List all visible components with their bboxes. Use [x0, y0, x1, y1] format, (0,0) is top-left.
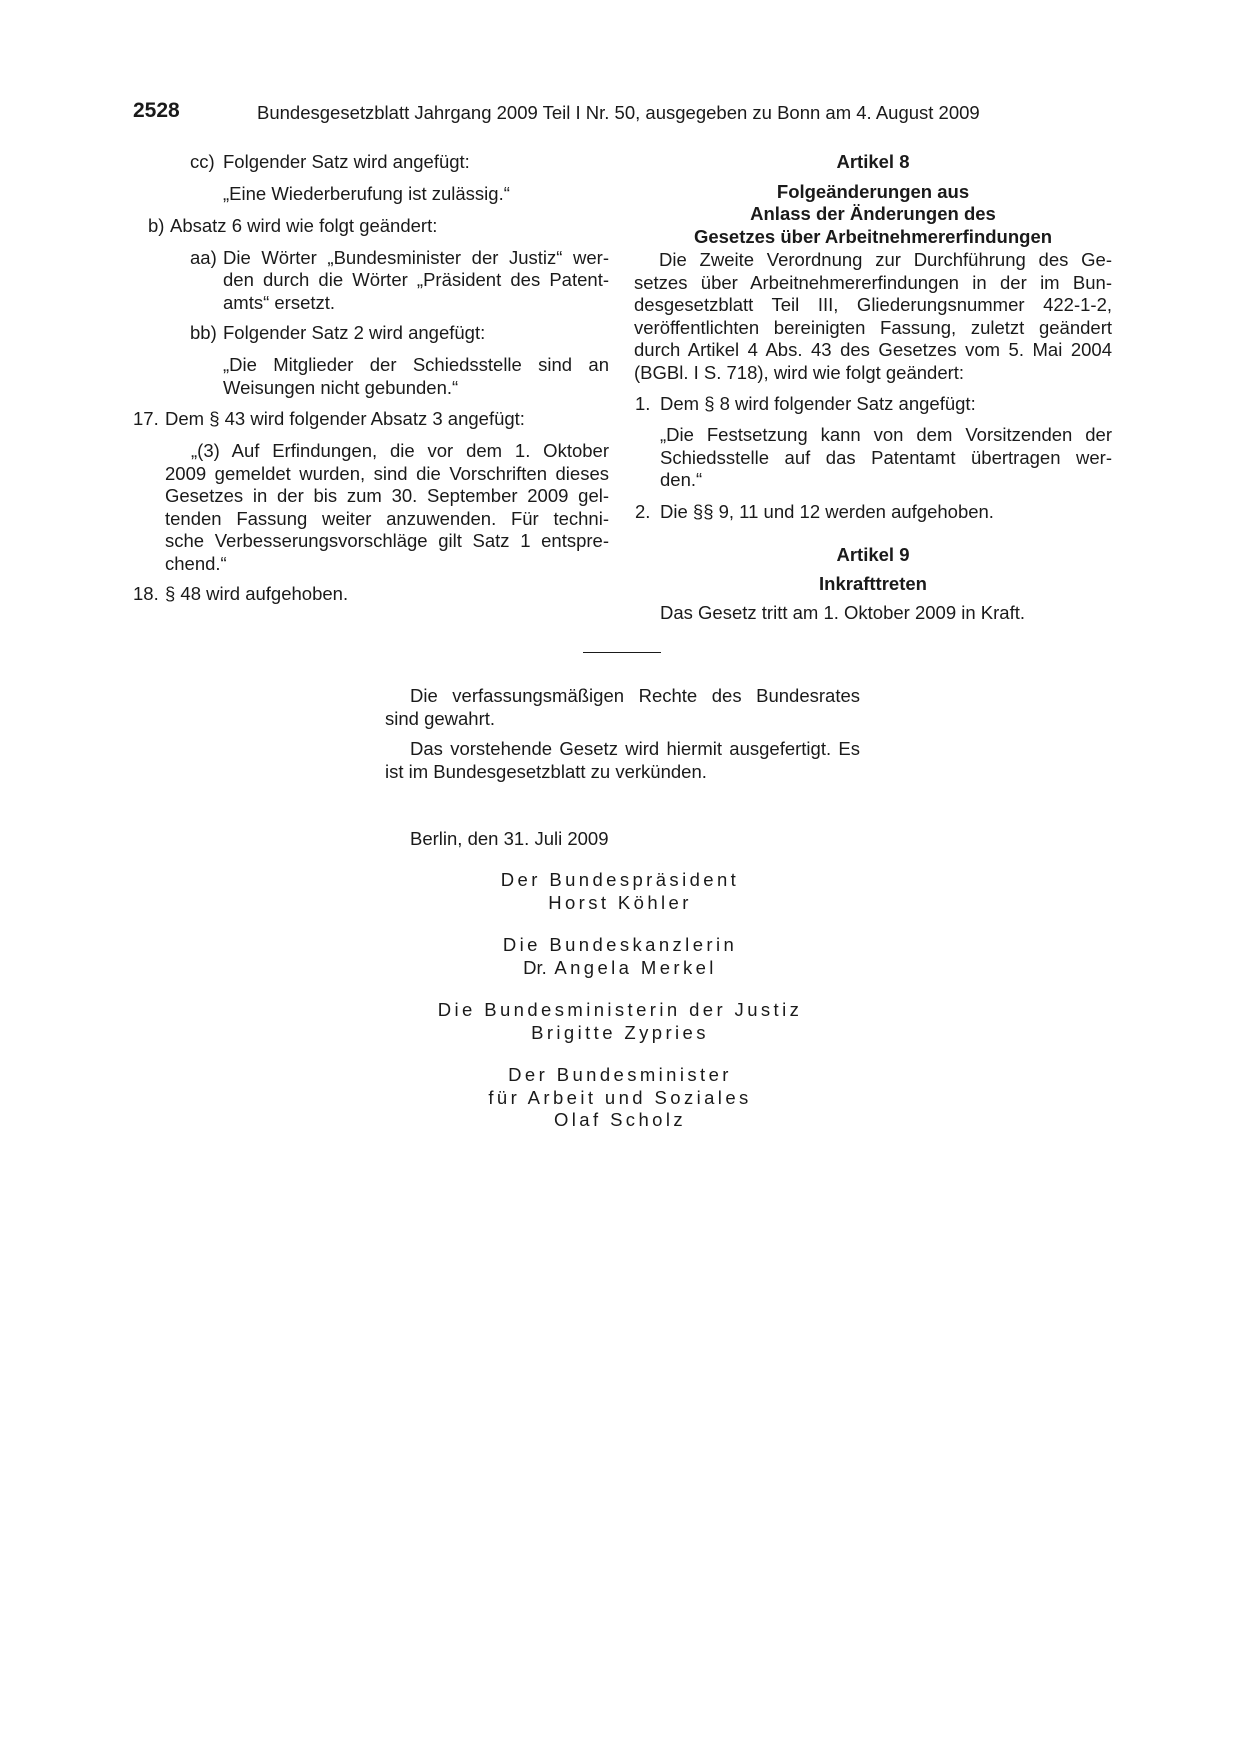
article-8-heading-line: Anlass der Änderungen des [750, 203, 996, 224]
article-8-intro-line: durch Artikel 4 Abs. 43 des Gesetzes vom 5. Mai 2004 [634, 339, 1112, 360]
place-date: Berlin, den 31. Juli 2009 [410, 828, 609, 849]
signatory-block [300, 1064, 940, 1132]
rights-line: sind gewahrt. [385, 707, 496, 729]
signatory-block [300, 869, 940, 914]
article-9-title: Artikel 9 [836, 543, 910, 565]
item-1-text: Dem § 8 wird folgender Satz angefügt: [660, 393, 976, 414]
item-aa-line: den durch die Wörter „Präsident des Patent- [223, 269, 609, 290]
rights-line: Die verfassungsmäßigen Rechte des Bundesrates [410, 685, 860, 706]
item-1-quote-line: „Die Festsetzung kann von dem Vorsitzenden der [660, 424, 1112, 445]
item-1-quote-line: Schiedsstelle auf das Patentamt übertragen wer- [660, 446, 1112, 468]
item-bb-quote-line: „Die Mitglieder der Schiedsstelle sind an [223, 354, 609, 375]
item-aa [133, 247, 609, 315]
item-18 [133, 583, 609, 605]
item-cc-quote: „Eine Wiederberufung ist zulässig.“ [223, 183, 510, 204]
item-1-quote [634, 424, 1112, 492]
signatory-title: für Arbeit und Soziales [488, 1086, 752, 1108]
running-head: Bundesgesetzblatt Jahrgang 2009 Teil I Nr. 50, ausgegeben zu Bonn am 4. August 2009 [257, 102, 980, 123]
page-header [133, 100, 1113, 126]
enact-line: Das vorstehende Gesetz wird hiermit ausgefertigt. Es [410, 738, 860, 759]
article-8-intro-line: veröffentlichten bereinigten Fassung, zuletzt geändert [634, 316, 1112, 338]
item-bb [133, 322, 609, 344]
item-17-label: 17. [133, 408, 159, 429]
item-17-quote-line: Gesetzes in der bis zum 30. September 2009 gel- [165, 485, 609, 506]
article-8-heading-line: Gesetzes über Arbeitnehmererfindungen [693, 225, 1053, 247]
signatory-block [300, 999, 940, 1044]
item-1-quote-line: den.“ [660, 469, 703, 490]
signatory-name: Horst Köhler [548, 891, 692, 913]
item-2-label: 2. [635, 500, 651, 522]
signatory-name-prefix: Dr. [523, 956, 547, 978]
item-bb-text: Folgender Satz 2 wird angefügt: [223, 322, 486, 343]
article-9-text: Das Gesetz tritt am 1. Oktober 2009 in Kraft. [660, 601, 1026, 623]
separator-rule [583, 652, 661, 653]
item-b-label: b) [148, 214, 165, 236]
item-1-label: 1. [635, 393, 651, 414]
right-column [634, 151, 1112, 624]
signatory-name: Angela Merkel [554, 956, 717, 978]
item-17-quote-line: 2009 gemeldet wurden, sind die Vorschriften dieses [165, 462, 609, 484]
signatory-title: Der Bundesminister [508, 1064, 732, 1085]
item-aa-line: Die Wörter „Bundesminister der Justiz“ wer- [223, 246, 609, 268]
item-b [133, 215, 609, 237]
signatory-name: Brigitte Zypries [531, 1021, 709, 1043]
article-8-heading [634, 181, 1112, 249]
article-8-intro-line: desgesetzblatt Teil III, Gliederungsnummer 422-1-2, [634, 294, 1112, 315]
item-bb-quote [133, 354, 609, 399]
left-column [133, 151, 609, 605]
item-18-label: 18. [133, 583, 159, 604]
item-b-text: Absatz 6 wird wie folgt geändert: [170, 214, 438, 236]
item-17-quote [133, 440, 609, 575]
item-cc-text: Folgender Satz wird angefügt: [223, 151, 470, 172]
item-17-quote-line: chend.“ [165, 552, 227, 574]
item-bb-label: bb) [190, 322, 217, 343]
article-8-intro-line: setzes über Arbeitnehmererfindungen in der im Bun- [634, 271, 1112, 293]
item-2-text: Die §§ 9, 11 und 12 werden aufgehoben. [660, 500, 994, 522]
item-cc [133, 151, 609, 173]
item-17 [133, 408, 609, 430]
enactment-paragraph [385, 738, 860, 783]
item-aa-label: aa) [190, 246, 217, 268]
article-8-intro-line: (BGBl. I S. 718), wird wie folgt geändert: [634, 361, 965, 383]
closing-formula [385, 685, 860, 851]
page-number: 2528 [133, 99, 180, 122]
enact-line: ist im Bundesgesetzblatt zu verkünden. [385, 760, 707, 782]
signatory-name: Olaf Scholz [554, 1109, 686, 1130]
article-8-intro [634, 249, 1112, 384]
signatory-title: Die Bundeskanzlerin [502, 934, 738, 955]
item-cc-label: cc) [190, 151, 215, 172]
signatory-title: Der Bundespräsident [500, 869, 740, 890]
item-17-text: Dem § 43 wird folgender Absatz 3 angefügt: [165, 408, 525, 429]
item-2 [634, 501, 1112, 523]
signatory-title: Die Bundesministerin der Justiz [437, 999, 803, 1020]
item-aa-line: amts“ ersetzt. [223, 291, 336, 313]
item-bb-quote-line: Weisungen nicht gebunden.“ [223, 376, 459, 398]
rights-paragraph [385, 685, 860, 730]
signatory-block [300, 934, 940, 979]
signatures [300, 869, 940, 1152]
article-8-intro-line: Die Zweite Verordnung zur Durchführung des Ge- [659, 249, 1112, 270]
article-8-heading-line: Folgeänderungen aus [776, 180, 970, 202]
item-17-quote-line: sche Verbesserungsvorschläge gilt Satz 1 entspre- [165, 530, 609, 551]
item-17-quote-line: „(3) Auf Erfindungen, die vor dem 1. Oktober [191, 440, 609, 461]
item-1 [634, 393, 1112, 415]
item-17-quote-line: tenden Fassung weiter anzuwenden. Für techni- [165, 507, 609, 529]
article-8-title: Artikel 8 [836, 151, 910, 172]
article-9-heading: Inkrafttreten [819, 573, 927, 594]
item-18-text: § 48 wird aufgehoben. [165, 583, 349, 604]
